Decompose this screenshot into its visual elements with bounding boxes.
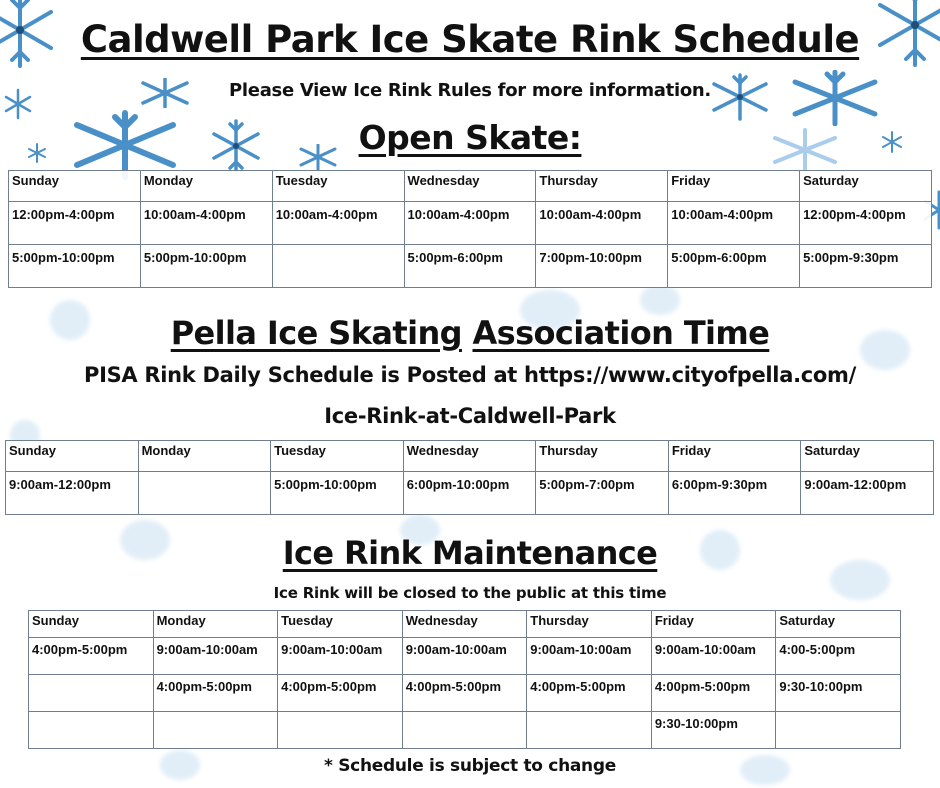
table-cell: 9:30-10:00pm: [651, 712, 776, 749]
table-row: [29, 675, 901, 712]
page-title: Caldwell Park Ice Skate Rink Schedule: [80, 18, 860, 61]
table-cell: 9:00am-12:00pm: [6, 472, 139, 515]
table-cell: 6:00pm-9:30pm: [668, 472, 801, 515]
table-header: Sunday: [9, 171, 141, 202]
maintenance-table: [28, 610, 901, 749]
table-cell: 9:00am-10:00am: [402, 638, 527, 675]
table-header: Friday: [668, 171, 800, 202]
table-cell: [29, 712, 154, 749]
table-cell: 5:00pm-6:00pm: [404, 245, 536, 288]
table-header: Tuesday: [278, 611, 403, 638]
table-header: Tuesday: [271, 441, 404, 472]
table-header: Tuesday: [272, 171, 404, 202]
table-row: [9, 202, 932, 245]
table-cell: 9:00am-10:00am: [278, 638, 403, 675]
table-cell: 4:00pm-5:00pm: [527, 675, 652, 712]
table-row: [29, 712, 901, 749]
table-cell: 4:00pm-5:00pm: [153, 675, 278, 712]
table-cell: 7:00pm-10:00pm: [536, 245, 668, 288]
table-cell: [29, 675, 154, 712]
table-cell: 12:00pm-4:00pm: [9, 202, 141, 245]
table-header: Saturday: [800, 171, 932, 202]
table-cell: 4:00pm-5:00pm: [651, 675, 776, 712]
table-header: Thursday: [527, 611, 652, 638]
table-header: Monday: [140, 171, 272, 202]
table-header: Wednesday: [404, 171, 536, 202]
table-cell: 6:00pm-10:00pm: [403, 472, 536, 515]
table-header: Friday: [651, 611, 776, 638]
table-header: Wednesday: [403, 441, 536, 472]
table-cell: 5:00pm-9:30pm: [800, 245, 932, 288]
table-cell: 9:30-10:00pm: [776, 675, 901, 712]
pisa-table: [5, 440, 934, 515]
table-header: Saturday: [776, 611, 901, 638]
table-cell: [272, 245, 404, 288]
rules-note: Please View Ice Rink Rules for more information.: [229, 80, 711, 101]
table-cell: 12:00pm-4:00pm: [800, 202, 932, 245]
table-cell: 9:00am-10:00am: [153, 638, 278, 675]
table-cell: [278, 712, 403, 749]
pisa-note-line1: PISA Rink Daily Schedule is Posted at https://www.cityofpella.com/: [84, 363, 856, 387]
table-header: Monday: [138, 441, 271, 472]
table-cell: 10:00am-4:00pm: [536, 202, 668, 245]
maintenance-heading: Ice Rink Maintenance: [282, 534, 658, 572]
footnote: * Schedule is subject to change: [324, 756, 616, 776]
table-header: Sunday: [29, 611, 154, 638]
table-cell: 10:00am-4:00pm: [668, 202, 800, 245]
table-cell: [153, 712, 278, 749]
table-header: Saturday: [801, 441, 934, 472]
table-cell: 9:00am-10:00am: [651, 638, 776, 675]
table-header: Thursday: [536, 441, 669, 472]
table-header: Wednesday: [402, 611, 527, 638]
table-header: Thursday: [536, 171, 668, 202]
table-row: [29, 638, 901, 675]
pisa-heading-part2: Association Time: [472, 314, 770, 352]
table-cell: [527, 712, 652, 749]
table-header: Sunday: [6, 441, 139, 472]
table-cell: 9:00am-10:00am: [527, 638, 652, 675]
open-skate-heading: Open Skate:: [358, 118, 582, 157]
open-skate-table: [8, 170, 932, 288]
table-cell: 10:00am-4:00pm: [404, 202, 536, 245]
table-header: Monday: [153, 611, 278, 638]
table-cell: 10:00am-4:00pm: [272, 202, 404, 245]
table-cell: 5:00pm-7:00pm: [536, 472, 669, 515]
table-cell: 10:00am-4:00pm: [140, 202, 272, 245]
table-cell: 4:00pm-5:00pm: [29, 638, 154, 675]
table-cell: 4:00pm-5:00pm: [402, 675, 527, 712]
table-cell: 4:00pm-5:00pm: [278, 675, 403, 712]
table-cell: 5:00pm-10:00pm: [9, 245, 141, 288]
pisa-heading: [0, 314, 940, 352]
table-cell: 5:00pm-10:00pm: [140, 245, 272, 288]
pisa-heading-part1: Pella Ice Skating: [170, 314, 462, 352]
table-row: [6, 472, 934, 515]
table-cell: [776, 712, 901, 749]
table-cell: 5:00pm-6:00pm: [668, 245, 800, 288]
table-cell: 5:00pm-10:00pm: [271, 472, 404, 515]
table-header: Friday: [668, 441, 801, 472]
maintenance-note: Ice Rink will be closed to the public at this time: [273, 584, 667, 602]
pisa-note-line2: Ice-Rink-at-Caldwell-Park: [324, 404, 616, 428]
table-cell: 9:00am-12:00pm: [801, 472, 934, 515]
table-cell: [402, 712, 527, 749]
table-cell: 4:00-5:00pm: [776, 638, 901, 675]
table-cell: [138, 472, 271, 515]
table-row: [9, 245, 932, 288]
